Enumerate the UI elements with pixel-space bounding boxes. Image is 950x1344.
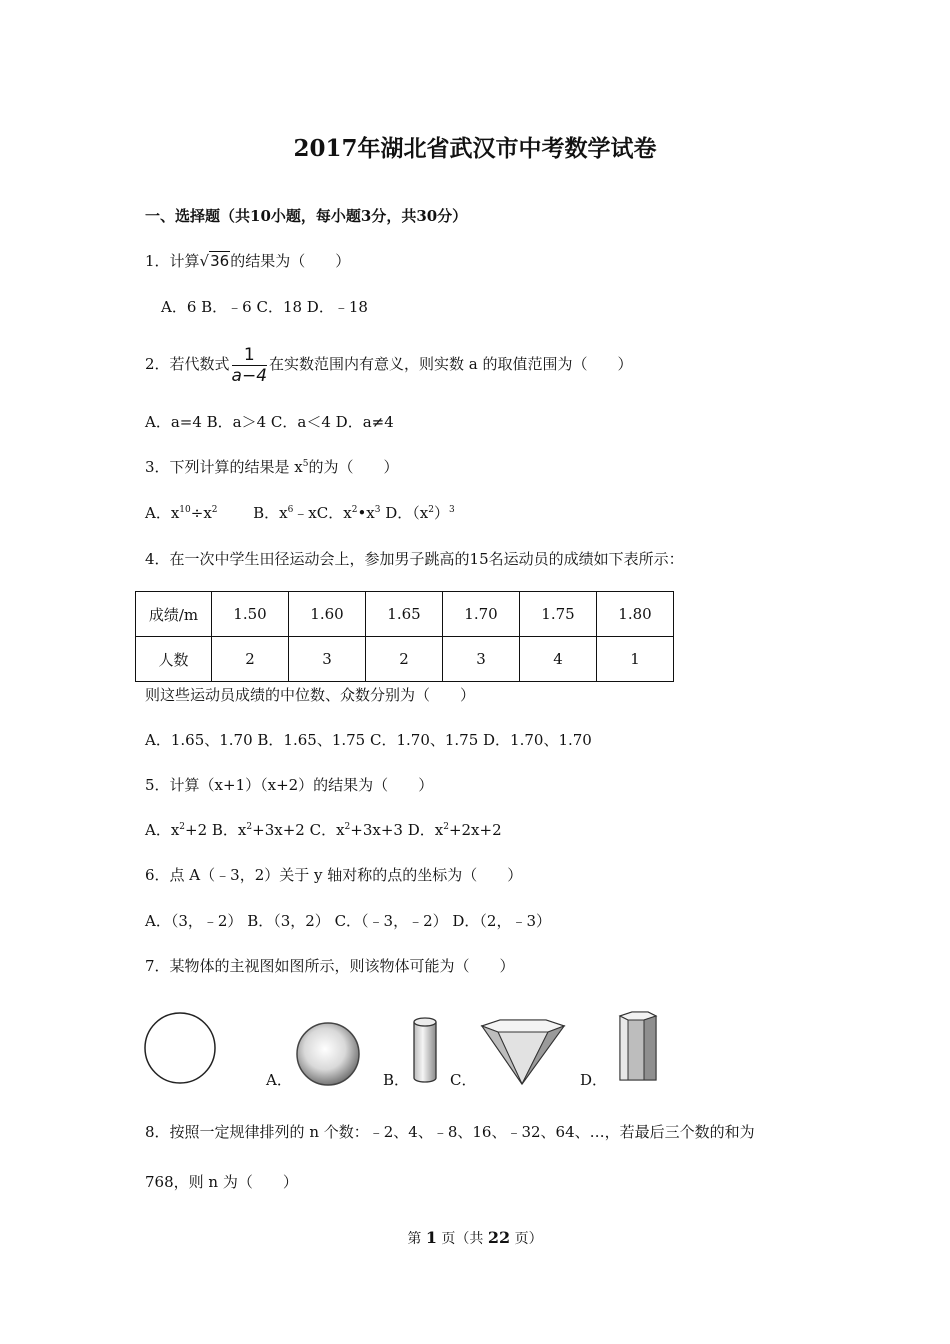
footer-suffix: 页） (510, 1231, 543, 1247)
table-cell: 1.80 (597, 592, 674, 637)
q1-prefix: 1．计算 (145, 252, 200, 270)
q5-option-d-exp: 2 (443, 822, 449, 832)
page-title: 2017年湖北省武汉市中考数学试卷 (293, 135, 657, 162)
q5-option-d-tail: +2x+2 (448, 821, 502, 839)
total-pages: 22 (487, 1228, 511, 1247)
question-7: 7．某物体的主视图如图所示，则该物体可能为（ ） (145, 957, 515, 975)
q4-followup: 则这些运动员成绩的中位数、众数分别为（ ） (145, 686, 476, 704)
table-cell: 1.65 (366, 592, 443, 637)
question-5: 5．计算（x+1）（x+2）的结果为（ ） (145, 776, 434, 794)
q3-option-d-mid: ） (434, 504, 450, 522)
question-6: 6．点 A（﹣3，2）关于 y 轴对称的点的坐标为（ ） (145, 866, 523, 884)
prism-figure (610, 1010, 662, 1088)
q5-option-b: +2 B．x (185, 821, 247, 839)
q3-option-a-exp2: 2 (211, 505, 218, 515)
footer-prefix: 第 (407, 1231, 426, 1247)
question-2 (145, 343, 633, 386)
q3-option-a-exp1: 10 (179, 505, 191, 515)
q3-option-b-exp: 6 (287, 505, 294, 515)
table-cell: 4 (520, 637, 597, 682)
table-cell: 1 (597, 637, 674, 682)
table-cell: 1.60 (289, 592, 366, 637)
table-cell: 1.50 (212, 592, 289, 637)
q5-option-a-exp: 2 (179, 822, 186, 832)
q7-label-c: C． (450, 1071, 477, 1089)
q5-options (145, 820, 502, 840)
table-cell: 2 (212, 637, 289, 682)
q6-options: A．（3，﹣2） B．（3，2） C．（﹣3，﹣2） D．（2，﹣3） (145, 912, 552, 930)
q3-suffix: 的为（ ） (308, 458, 399, 476)
q3-exponent: 5 (302, 459, 309, 469)
q3-prefix: 3．下列计算的结果是 x (145, 458, 303, 476)
sphere-figure (292, 1018, 364, 1090)
q1-radicand: 36 (210, 252, 230, 270)
q3-option-d-exp2: 3 (449, 505, 455, 515)
q2-options: A．a=4 B．a＞4 C．a＜4 D．a≠4 (145, 413, 394, 431)
q7-label-d: D． (580, 1071, 608, 1089)
question-8: 8．按照一定规律排列的 n 个数：﹣2、4、﹣8、16、﹣32、64、…，若最后三个数的和为 (145, 1123, 755, 1141)
q5-option-c: +3x+2 C．x (252, 821, 345, 839)
pyramid-figure (478, 1018, 568, 1088)
question-1 (145, 250, 350, 272)
q7-label-b: B． (383, 1071, 410, 1089)
q3-option-d: D．（x (385, 504, 429, 522)
q2-prefix: 2．若代数式 (145, 355, 230, 373)
q3-options (145, 503, 455, 523)
q3-option-c: C．x (316, 504, 352, 522)
page-footer (0, 1228, 950, 1249)
table-cell: 1.75 (520, 592, 597, 637)
q1-options: A．6 B．﹣6 C．18 D．﹣18 (161, 298, 368, 316)
q3-option-b-mid: ﹣x (293, 504, 317, 522)
q3-option-c-exp1: 2 (351, 505, 358, 515)
table-cell: 成绩/m (136, 592, 212, 637)
q3-option-c-exp2: 3 (374, 505, 381, 515)
q2-suffix: 在实数范围内有意义，则实数 a 的取值范围为（ ） (269, 355, 633, 373)
q4-options: A．1.65、1.70 B．1.65、1.75 C．1.70、1.75 D．1.70、1.70 (145, 731, 592, 749)
q5-option-a: A．x (145, 821, 180, 839)
table-cell: 1.70 (443, 592, 520, 637)
page-number: 1 (425, 1228, 437, 1247)
front-view-circle-figure (140, 1008, 220, 1088)
table-cell: 3 (289, 637, 366, 682)
section-heading: 一、选择题（共10小题，每小题3分，共30分） (145, 207, 468, 225)
fraction (232, 345, 267, 386)
question-8-continued: 768，则 n 为（ ） (145, 1173, 298, 1191)
q3-option-a: A．x (145, 504, 180, 522)
q3-option-b: B．x (253, 504, 288, 522)
q3-option-a-mid: ÷x (190, 504, 212, 522)
q1-suffix: 的结果为（ ） (230, 252, 351, 270)
q7-label-a: A． (266, 1071, 292, 1089)
table-cell: 2 (366, 637, 443, 682)
q5-option-b-exp: 2 (246, 822, 253, 832)
fraction-denominator: a−4 (231, 365, 268, 386)
q3-option-c-mid: •x (357, 504, 375, 522)
scores-table (135, 591, 674, 682)
cylinder-figure (410, 1014, 440, 1086)
table-cell: 3 (443, 637, 520, 682)
table-row (136, 637, 674, 682)
table-cell: 人数 (136, 637, 212, 682)
table-row (136, 592, 674, 637)
fraction-numerator: 1 (232, 345, 267, 366)
q3-option-d-exp1: 2 (428, 505, 434, 515)
footer-middle: 页（共 (436, 1231, 488, 1247)
q5-option-c-exp: 2 (344, 822, 351, 832)
question-4: 4．在一次中学生田径运动会上，参加男子跳高的15名运动员的成绩如下表所示： (145, 550, 684, 568)
sqrt-expression: √36 (199, 252, 230, 270)
q5-option-d: +3x+3 D．x (350, 821, 444, 839)
question-3 (145, 457, 399, 477)
